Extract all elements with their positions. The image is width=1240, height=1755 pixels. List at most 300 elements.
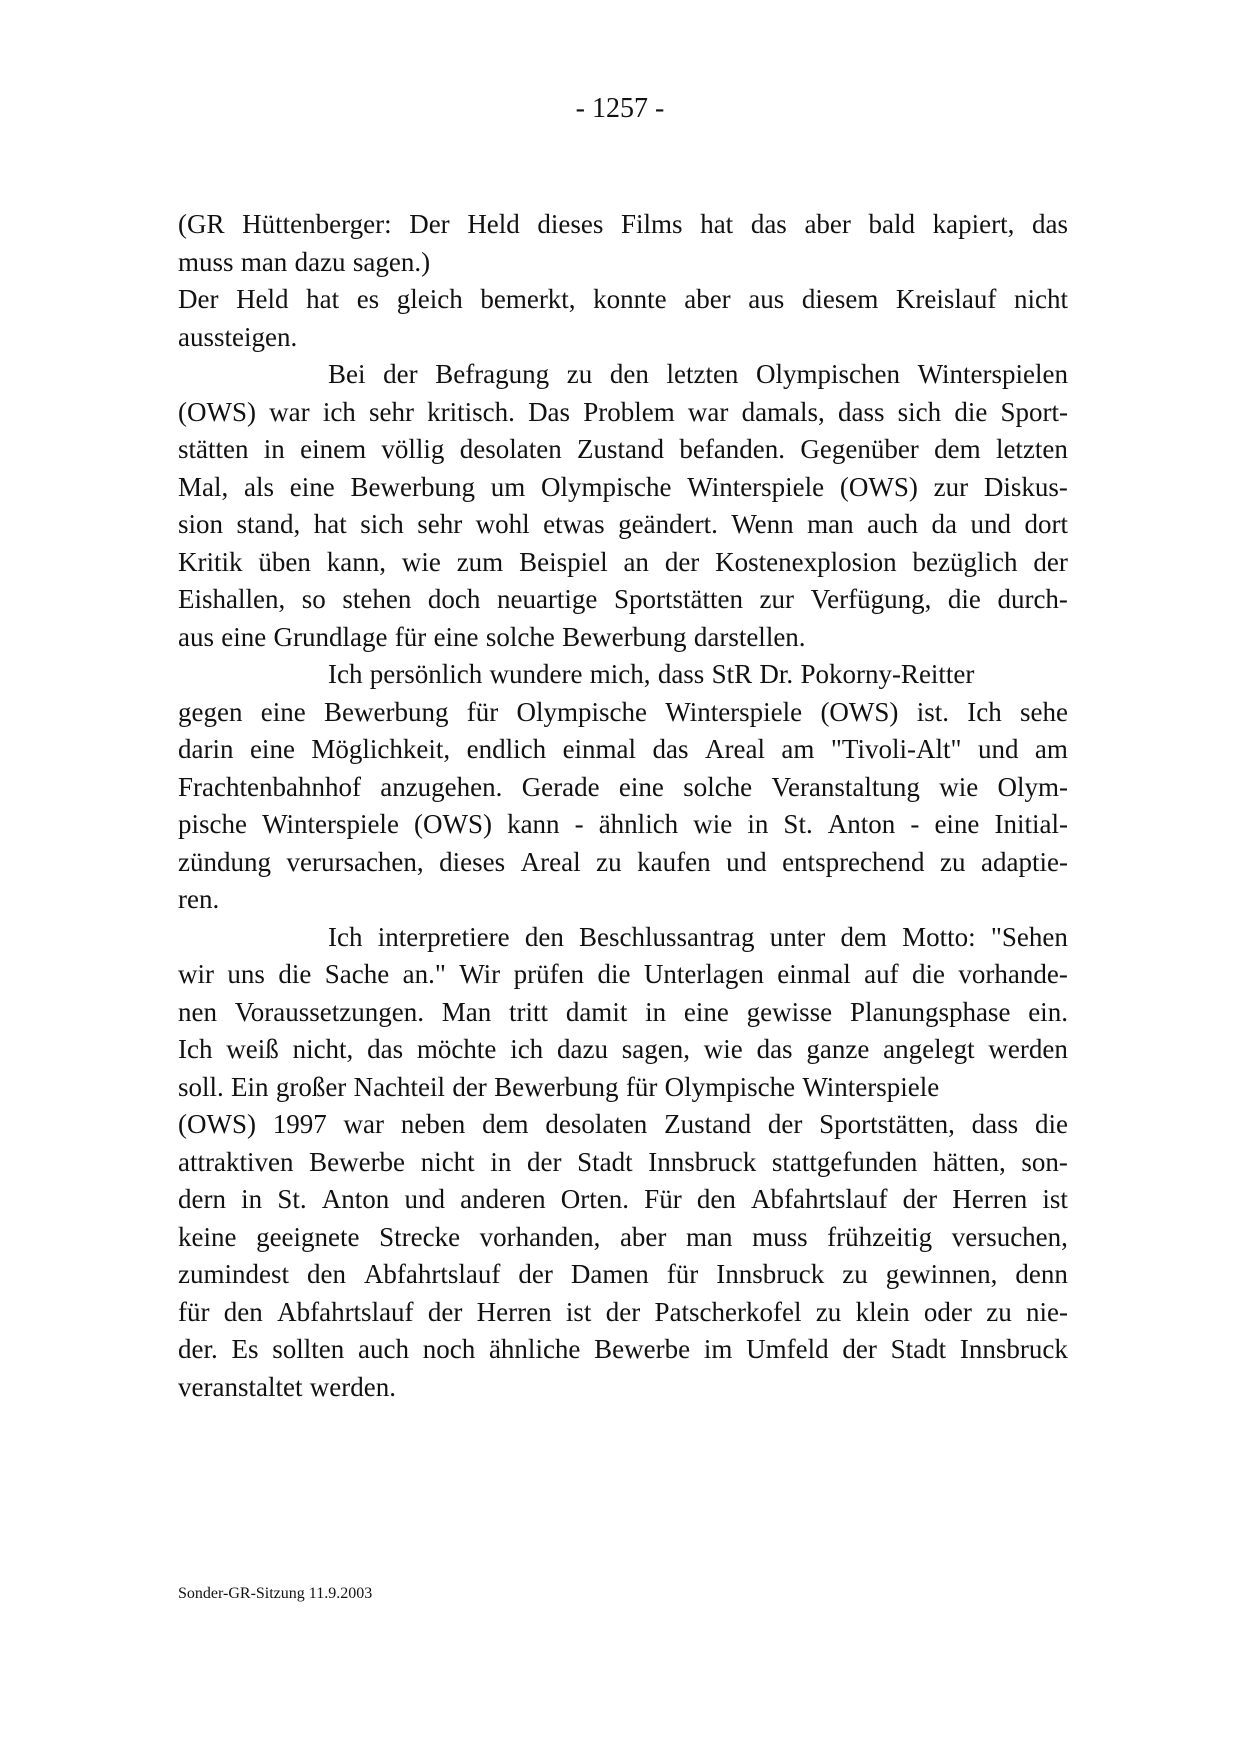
text-line bbox=[178, 1031, 1068, 1069]
word: vorhande- bbox=[958, 959, 1068, 989]
text-line bbox=[178, 1331, 1068, 1369]
word: Bewerbung bbox=[324, 696, 449, 727]
word: dem bbox=[840, 921, 887, 952]
word: 1997 bbox=[272, 1109, 327, 1139]
word: veranstaltet bbox=[178, 1371, 303, 1402]
text-line bbox=[178, 619, 1068, 657]
word: nie- bbox=[1026, 1296, 1068, 1327]
word: neben bbox=[400, 1109, 466, 1139]
word: solche bbox=[485, 621, 555, 652]
word: muss bbox=[178, 246, 234, 277]
word: wir bbox=[178, 959, 214, 989]
text-line bbox=[178, 394, 1068, 432]
word: - bbox=[574, 809, 584, 839]
word: Sportstätten bbox=[613, 584, 743, 614]
word: in bbox=[263, 434, 285, 464]
word: sagen.) bbox=[352, 246, 431, 277]
word: zumindest bbox=[178, 1259, 289, 1289]
word: Der bbox=[178, 284, 219, 314]
word: für bbox=[466, 696, 499, 727]
text-line bbox=[178, 806, 1068, 844]
word: möchte bbox=[416, 1034, 497, 1064]
word: frühzeitig bbox=[827, 1221, 933, 1252]
word: der bbox=[1033, 546, 1068, 577]
word: und bbox=[970, 509, 1012, 539]
word: zu bbox=[986, 1296, 1012, 1327]
word: und bbox=[404, 1184, 445, 1214]
word: kapiert, bbox=[932, 209, 1015, 239]
word: Herren bbox=[476, 1296, 552, 1327]
word: der bbox=[605, 1296, 641, 1327]
word: so bbox=[301, 584, 326, 614]
word: die bbox=[1034, 1109, 1068, 1139]
word: im bbox=[703, 1334, 733, 1364]
word: Befragung bbox=[435, 359, 550, 389]
text-line bbox=[178, 244, 1068, 282]
word: großer bbox=[275, 1071, 347, 1102]
word: bezüglich bbox=[912, 546, 1018, 577]
page-number: - 1257 - bbox=[575, 93, 665, 124]
word: Kreislauf bbox=[895, 284, 997, 314]
word: Innsbruck bbox=[959, 1334, 1068, 1364]
word: klein bbox=[855, 1296, 910, 1327]
word: etwas bbox=[543, 509, 605, 539]
word: dern bbox=[178, 1184, 226, 1214]
word: stehen bbox=[342, 584, 412, 614]
word: man bbox=[685, 1221, 733, 1252]
word: attraktiven bbox=[178, 1146, 294, 1177]
word: eine bbox=[433, 621, 479, 652]
word: Winterspielen bbox=[917, 359, 1068, 389]
word: kann bbox=[507, 809, 560, 839]
word: Verfügung, bbox=[810, 584, 932, 614]
word: zu bbox=[842, 1259, 868, 1289]
word: aussteigen. bbox=[178, 321, 298, 352]
word: solche bbox=[683, 771, 753, 802]
word: Bewerbung bbox=[494, 1071, 619, 1102]
word: die bbox=[278, 959, 312, 989]
word: Diskus- bbox=[983, 471, 1068, 502]
document-body bbox=[178, 206, 1068, 1406]
word: es bbox=[356, 284, 380, 314]
word: - bbox=[910, 809, 920, 839]
word: entsprechend bbox=[782, 846, 925, 877]
word: muss bbox=[752, 1221, 808, 1252]
word: den bbox=[306, 1259, 346, 1289]
word: Ich bbox=[178, 1034, 213, 1064]
word: zu bbox=[566, 359, 593, 389]
word: Bewerbe bbox=[594, 1334, 691, 1364]
word: auch bbox=[358, 1334, 409, 1364]
word: den bbox=[609, 359, 649, 389]
word: Anton bbox=[321, 1184, 390, 1214]
word: um bbox=[490, 471, 526, 502]
word: "Tivoli-Alt" bbox=[830, 734, 962, 764]
word: in bbox=[241, 1184, 263, 1214]
word: die bbox=[912, 959, 946, 989]
text-line bbox=[178, 956, 1068, 994]
text-line bbox=[178, 656, 1068, 694]
word: sehr bbox=[368, 396, 414, 427]
word: sich bbox=[897, 396, 942, 427]
word: Sport- bbox=[1000, 396, 1068, 427]
word: das bbox=[1032, 209, 1068, 239]
word: nicht bbox=[420, 1146, 475, 1177]
word: doch bbox=[427, 584, 481, 614]
word: anzugehen. bbox=[380, 771, 503, 802]
word: Frachtenbahnhof bbox=[178, 771, 361, 802]
word: nen bbox=[178, 996, 217, 1027]
word: der bbox=[902, 1184, 938, 1214]
word: hätten, bbox=[933, 1146, 1006, 1177]
word: desolaten bbox=[459, 434, 562, 464]
word: dem bbox=[934, 434, 981, 464]
word: sehr bbox=[417, 509, 463, 539]
word: war bbox=[343, 1109, 385, 1139]
word: St. bbox=[783, 809, 813, 839]
word: für bbox=[178, 1296, 210, 1327]
word: Planungsphase bbox=[849, 996, 1011, 1027]
word: denn bbox=[1015, 1259, 1068, 1289]
word: keine bbox=[178, 1221, 237, 1252]
word: aus bbox=[748, 284, 785, 314]
word: wie bbox=[693, 809, 733, 839]
word: sich bbox=[360, 509, 404, 539]
word: Man bbox=[441, 996, 492, 1027]
word: Umfeld bbox=[746, 1334, 829, 1364]
word: dem bbox=[482, 1109, 529, 1139]
word: wie bbox=[401, 546, 441, 577]
word: diesem bbox=[801, 284, 879, 314]
word: Winterspiele bbox=[687, 471, 825, 502]
word: vorhanden, bbox=[479, 1221, 601, 1252]
word: in bbox=[490, 1146, 512, 1177]
word: als bbox=[244, 471, 275, 502]
word: werden. bbox=[309, 1371, 396, 1402]
word: der bbox=[518, 1259, 553, 1289]
word: Winterspiele bbox=[802, 1071, 940, 1102]
word: Problem bbox=[583, 396, 675, 427]
word: Eishallen, bbox=[178, 584, 286, 614]
word: Bewerbung bbox=[562, 621, 687, 652]
word: Für bbox=[644, 1184, 682, 1214]
word: damals, bbox=[741, 396, 825, 427]
word: Es bbox=[231, 1334, 259, 1364]
word: der bbox=[452, 1071, 487, 1102]
word: versuchen, bbox=[951, 1221, 1068, 1252]
word: uns bbox=[227, 959, 265, 989]
text-line bbox=[178, 319, 1068, 357]
word: ein. bbox=[1028, 996, 1068, 1027]
text-line bbox=[178, 844, 1068, 882]
word: Abfahrtslauf bbox=[751, 1184, 888, 1214]
word: ist. bbox=[916, 696, 949, 727]
word: Das bbox=[528, 396, 571, 427]
word: Zustand bbox=[577, 434, 665, 464]
word: und bbox=[726, 846, 767, 877]
word: werden bbox=[988, 1034, 1068, 1064]
word: dieses bbox=[439, 846, 506, 877]
word: gegen bbox=[178, 696, 243, 727]
word: dazu bbox=[556, 1034, 608, 1064]
word: eine bbox=[260, 696, 306, 727]
word: Sportstätten, bbox=[819, 1109, 955, 1139]
word: kann, bbox=[326, 546, 386, 577]
word: Kritik bbox=[178, 546, 243, 577]
word: der bbox=[526, 1146, 562, 1177]
word: Winterspiele bbox=[665, 696, 803, 727]
word: wohl bbox=[475, 509, 530, 539]
word: konnte bbox=[593, 284, 667, 314]
word: Areal bbox=[704, 734, 765, 764]
word: kritisch. bbox=[427, 396, 515, 427]
word: damit bbox=[565, 996, 628, 1027]
word: auf bbox=[864, 959, 899, 989]
word: der bbox=[427, 1296, 463, 1327]
word: Dr. bbox=[759, 659, 794, 689]
word: dass bbox=[971, 1109, 1019, 1139]
text-line bbox=[178, 694, 1068, 732]
word: die bbox=[597, 959, 631, 989]
word: Olympische bbox=[541, 471, 672, 502]
word: Olym- bbox=[997, 771, 1068, 802]
word: Ich bbox=[328, 921, 363, 952]
word: ähnlich bbox=[598, 809, 679, 839]
word: Mal, bbox=[178, 471, 229, 502]
word: Stadt bbox=[577, 1146, 633, 1177]
word: Held bbox=[236, 284, 289, 314]
word: der bbox=[842, 1334, 877, 1364]
word: der bbox=[383, 359, 418, 389]
word: gleich bbox=[396, 284, 463, 314]
word: Hüttenberger: bbox=[242, 209, 392, 239]
word: war bbox=[269, 396, 310, 427]
word: sollten bbox=[272, 1334, 345, 1364]
word: letzten bbox=[666, 359, 739, 389]
word: dazu bbox=[294, 246, 346, 277]
word: die bbox=[954, 396, 988, 427]
word: der bbox=[767, 1109, 803, 1139]
word: und bbox=[977, 734, 1019, 764]
word: noch bbox=[422, 1334, 476, 1364]
word: StR bbox=[711, 659, 753, 689]
word: das bbox=[367, 1034, 404, 1064]
word: für bbox=[666, 1259, 699, 1289]
word: stätten bbox=[178, 434, 249, 464]
word: hat bbox=[700, 209, 734, 239]
word: Bewerbe bbox=[309, 1146, 406, 1177]
word: Sache bbox=[324, 959, 390, 989]
word: mich, bbox=[589, 659, 651, 689]
word: am bbox=[1034, 734, 1068, 764]
word: kaufen bbox=[637, 846, 711, 877]
word: Winterspiele bbox=[262, 809, 399, 839]
word: eine bbox=[289, 471, 335, 502]
text-line bbox=[178, 1256, 1068, 1294]
word: Herren bbox=[952, 1184, 1028, 1214]
word: hat bbox=[306, 284, 340, 314]
word: aus bbox=[178, 621, 214, 652]
word: Der bbox=[409, 209, 450, 239]
word: Voraussetzungen. bbox=[234, 996, 424, 1027]
word: ganze bbox=[806, 1034, 870, 1064]
word: (OWS) bbox=[839, 471, 918, 502]
word: ist bbox=[1042, 1184, 1068, 1214]
word: darin bbox=[178, 734, 234, 764]
word: stand, bbox=[236, 509, 301, 539]
text-line bbox=[178, 431, 1068, 469]
word: Olympische bbox=[664, 1071, 796, 1102]
word: aber bbox=[684, 284, 731, 314]
word: St. bbox=[277, 1184, 307, 1214]
word: son- bbox=[1021, 1146, 1068, 1177]
word: Anton bbox=[827, 809, 896, 839]
word: ren. bbox=[178, 884, 220, 914]
word: Initial- bbox=[994, 809, 1068, 839]
word: nicht bbox=[1013, 284, 1068, 314]
text-line bbox=[178, 1369, 1068, 1407]
text-line bbox=[178, 1294, 1068, 1332]
word: Strecke bbox=[379, 1221, 461, 1252]
word: (OWS) bbox=[178, 396, 256, 427]
word: Ich bbox=[328, 659, 363, 689]
word: zündung bbox=[178, 846, 271, 877]
word: Films bbox=[621, 209, 683, 239]
word: Kostenexplosion bbox=[715, 546, 897, 577]
word: man bbox=[240, 246, 288, 277]
text-line bbox=[178, 1219, 1068, 1257]
word: adaptie- bbox=[981, 846, 1068, 877]
word: der. bbox=[178, 1334, 218, 1364]
text-line bbox=[178, 281, 1068, 319]
text-line bbox=[178, 1069, 1068, 1107]
text-line bbox=[178, 1106, 1068, 1144]
word: gewinnen, bbox=[885, 1259, 998, 1289]
word: zu bbox=[940, 846, 966, 877]
word: der bbox=[664, 546, 700, 577]
word: eine bbox=[934, 809, 980, 839]
word: (OWS) bbox=[820, 696, 899, 727]
word: unter bbox=[769, 921, 826, 952]
word: Patscherkofel bbox=[654, 1296, 802, 1327]
word: Nachteil bbox=[353, 1071, 446, 1102]
word: das bbox=[652, 734, 689, 764]
word: das bbox=[756, 1034, 793, 1064]
word: Gerade bbox=[521, 771, 600, 802]
word: einem bbox=[300, 434, 367, 464]
word: einmal bbox=[777, 959, 851, 989]
word: Motto: bbox=[902, 921, 976, 952]
word: letzten bbox=[995, 434, 1068, 464]
word: persönlich bbox=[369, 659, 483, 689]
word: ist bbox=[565, 1296, 592, 1327]
word: Olympischen bbox=[756, 359, 901, 389]
word: endlich bbox=[466, 734, 547, 764]
word: zum bbox=[456, 546, 504, 577]
word: in bbox=[747, 809, 769, 839]
word: zur bbox=[759, 584, 795, 614]
word: desolaten bbox=[545, 1109, 648, 1139]
word: in bbox=[645, 996, 667, 1027]
word: am bbox=[781, 734, 815, 764]
word: anderen bbox=[460, 1184, 546, 1214]
word: einmal bbox=[562, 734, 637, 764]
text-line bbox=[178, 581, 1068, 619]
word: wie bbox=[703, 1034, 743, 1064]
word: ich bbox=[322, 396, 356, 427]
word: die bbox=[947, 584, 981, 614]
word: Pokorny-Reitter bbox=[800, 659, 975, 689]
word: das bbox=[750, 209, 787, 239]
text-line bbox=[178, 881, 1068, 919]
word: aber bbox=[804, 209, 851, 239]
text-line bbox=[178, 469, 1068, 507]
word: wie bbox=[939, 771, 979, 802]
word: sion bbox=[178, 509, 224, 539]
word: ähnliche bbox=[488, 1334, 581, 1364]
text-line bbox=[178, 994, 1068, 1032]
word: pische bbox=[178, 809, 247, 839]
word: eine bbox=[249, 734, 295, 764]
word: durch- bbox=[997, 584, 1068, 614]
word: Beispiel bbox=[519, 546, 608, 577]
word: für bbox=[625, 1071, 658, 1102]
word: befanden. bbox=[679, 434, 786, 464]
word: sehe bbox=[1020, 696, 1068, 727]
word: oder bbox=[923, 1296, 972, 1327]
word: gewisse bbox=[746, 996, 833, 1027]
word: eine bbox=[683, 996, 729, 1027]
word: war bbox=[687, 396, 729, 427]
word: nicht, bbox=[292, 1034, 354, 1064]
word: man bbox=[807, 509, 854, 539]
text-line bbox=[178, 356, 1068, 394]
word: völlig bbox=[381, 434, 445, 464]
text-line bbox=[178, 544, 1068, 582]
word: angelegt bbox=[883, 1034, 975, 1064]
word: Areal bbox=[520, 846, 581, 877]
word: Wenn bbox=[731, 509, 794, 539]
word: (OWS) bbox=[414, 809, 492, 839]
word: dieses bbox=[537, 209, 604, 239]
word: Orten. bbox=[560, 1184, 629, 1214]
word: wundere bbox=[489, 659, 583, 689]
word: verursachen, bbox=[286, 846, 424, 877]
word: sagen, bbox=[621, 1034, 690, 1064]
word: Grundlage bbox=[273, 621, 388, 652]
word: den bbox=[223, 1296, 263, 1327]
word: prüfen bbox=[513, 959, 585, 989]
word: Ein bbox=[231, 1071, 269, 1102]
word: (GR bbox=[178, 209, 225, 239]
word: "Sehen bbox=[990, 921, 1068, 952]
word: Abfahrtslauf bbox=[277, 1296, 414, 1327]
word: für bbox=[394, 621, 427, 652]
text-line bbox=[178, 506, 1068, 544]
word: auch bbox=[867, 509, 919, 539]
word: Veranstaltung bbox=[771, 771, 920, 802]
word: Bewerbung bbox=[350, 471, 475, 502]
word: da bbox=[931, 509, 958, 539]
text-line bbox=[178, 769, 1068, 807]
word: Innsbruck bbox=[716, 1259, 825, 1289]
word: neuartige bbox=[496, 584, 598, 614]
word: Beschlussantrag bbox=[579, 921, 755, 952]
word: den bbox=[696, 1184, 736, 1214]
word: dort bbox=[1024, 509, 1068, 539]
word: geändert. bbox=[618, 509, 718, 539]
text-line bbox=[178, 919, 1068, 957]
